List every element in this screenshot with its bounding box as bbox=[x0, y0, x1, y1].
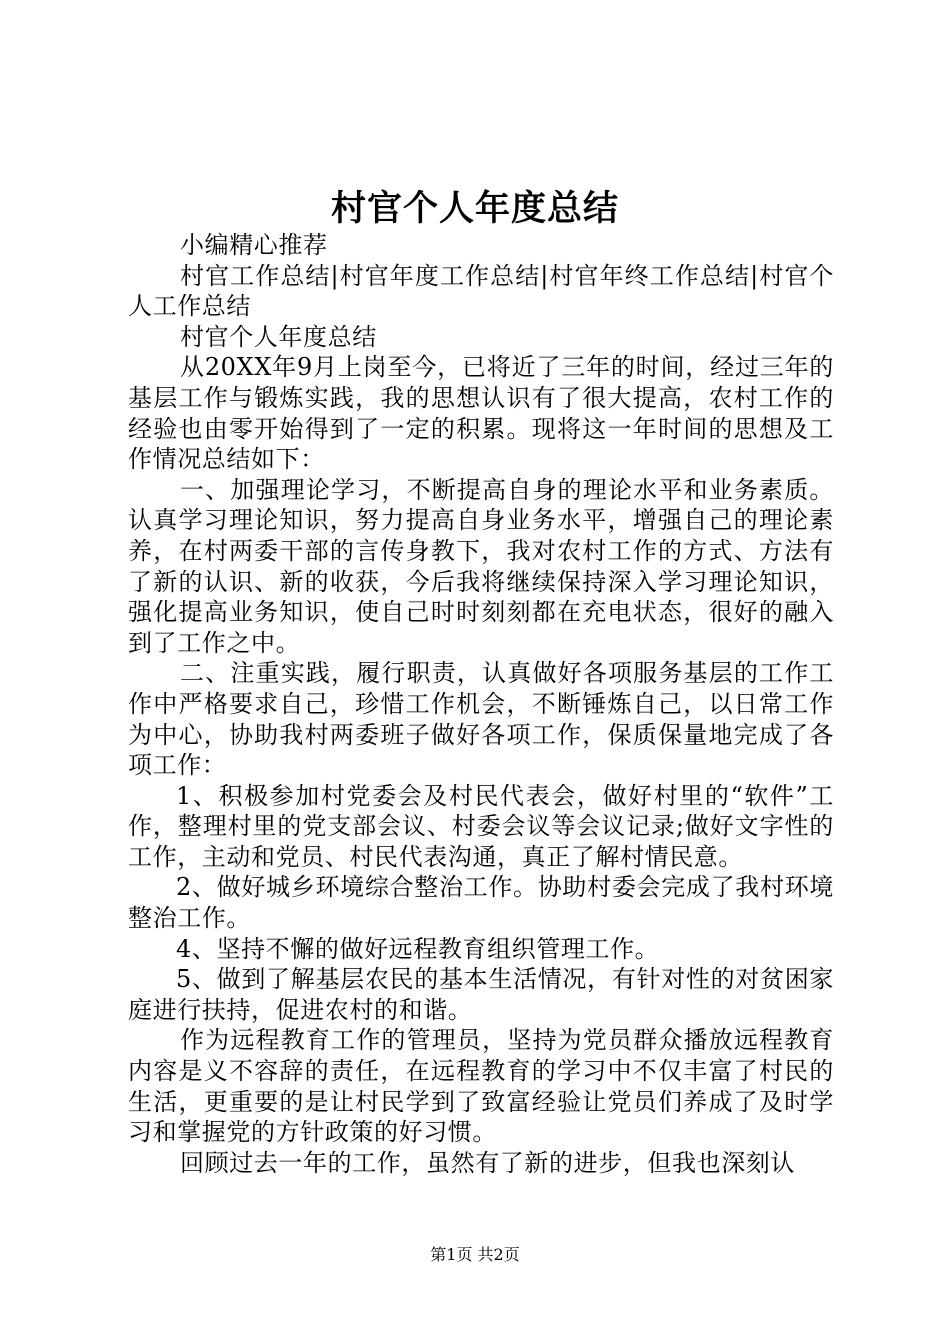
recommend-line: 小编精心推荐 bbox=[180, 231, 328, 259]
subtitle-line: 村官个人年度总结 bbox=[180, 322, 377, 351]
body-paragraph: 作为远程教育工作的管理员，坚持为党员群众播放远程教育内容是义不容辞的责任，在远程教育的学习中不仅丰富了村民的生活，更重要的是让村民学到了致富经验让党员们养成了及时学习和掌握党的方针政策的好习惯。 bbox=[128, 1026, 834, 1147]
body-paragraph: 二、注重实践，履行职责，认真做好各项服务基层的工作工作中严格要求自己，珍惜工作机会，不断锤炼自己，以日常工作为中心，协助我村两委班子做好各项工作，保质保量地完成了各项工作： bbox=[128, 659, 834, 780]
related-links-line: 村官工作总结|村官年度工作总结|村官年终工作总结|村官个人工作总结 bbox=[128, 261, 834, 321]
document-body bbox=[128, 230, 834, 1178]
list-item: 4、坚持不懈的做好远程教育组织管理工作。 bbox=[176, 934, 660, 963]
list-item: 5、做到了解基层农民的基本生活情况，有针对性的对贫困家庭进行扶持，促进农村的和谐。 bbox=[128, 965, 834, 1024]
list-item: 1、积极参加村党委会及村民代表会，做好村里的“软件”工作，整理村里的党支部会议、村委会议等会议记录;做好文字性的工作，主动和党员、村民代表沟通，真正了解村情民意。 bbox=[128, 781, 834, 871]
document-title: 村官个人年度总结 bbox=[330, 188, 619, 229]
page-number-footer: 第1页 共2页 bbox=[430, 1245, 520, 1264]
body-paragraph: 回顾过去一年的工作，虽然有了新的进步，但我也深刻认 bbox=[180, 1148, 795, 1177]
body-paragraph: 一、加强理论学习，不断提高自身的理论水平和业务素质。认真学习理论知识，努力提高自身业务水平，增强自己的理论素养，在村两委干部的言传身教下，我对农村工作的方式、方法有了新的认识、新的收获，今后我将继续保持深入学习理论知识，强化提高业务知识，使自己时时刻刻都在充电状态，很好的融入到了工作之中。 bbox=[128, 475, 834, 657]
list-item: 2、做好城乡环境综合整治工作。协助村委会完成了我村环境整治工作。 bbox=[128, 873, 834, 933]
body-paragraph: 从20XX年9月上岗至今，已将近了三年的时间，经过三年的基层工作与锻炼实践，我的思想认识有了很大提高，农村工作的经验也由零开始得到了一定的积累。现将这一年时间的思想及工作情况总结如下： bbox=[128, 353, 834, 474]
